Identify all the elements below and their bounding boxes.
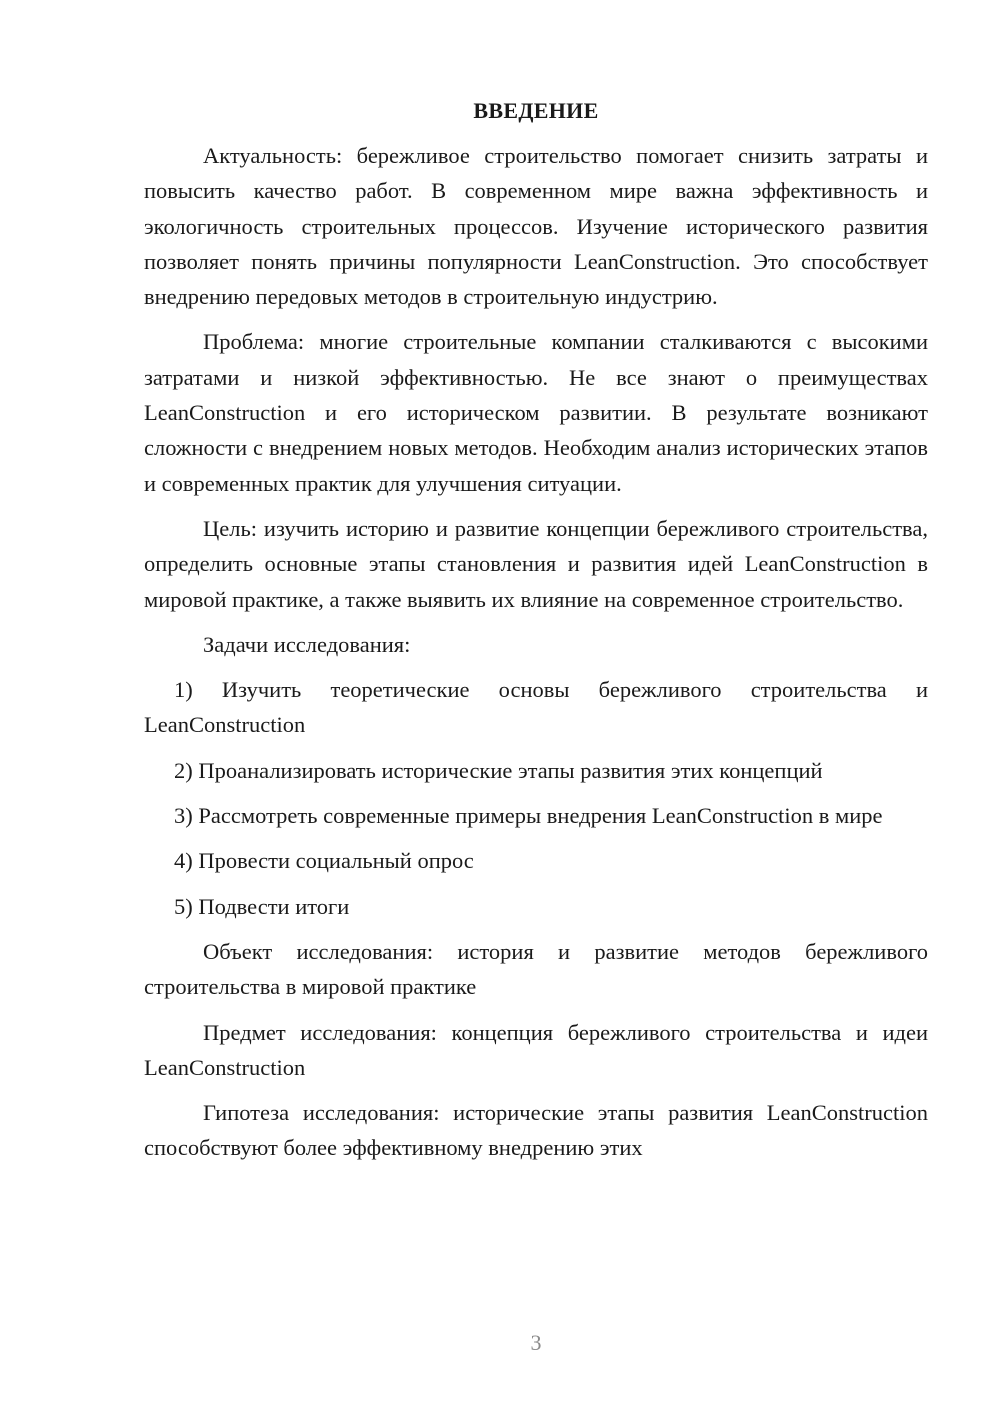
tasks-heading: Задачи исследования: (203, 631, 411, 657)
relevance-paragraph: Актуальность: бережливое строительство помогает снизить затраты и повысить качество работ. В современном мире важна эффективность и экологичность строительных процессов. Изучение исторического развития позволяет понять причины популярности LeanConstruction. Это способствует внедрению передовых методов в строительную индустрию. (144, 143, 928, 310)
task-item: 4) Провести социальный опрос (174, 848, 474, 874)
task-item: 5) Подвести итоги (174, 893, 350, 919)
section-heading: ВВЕДЕНИЕ (473, 98, 599, 123)
document-page (144, 96, 928, 1176)
hypothesis-paragraph: Гипотеза исследования: исторические этапы развития LeanConstruction способствуют более эффективному внедрению этих (144, 1100, 928, 1161)
problem-paragraph: Проблема: многие строительные компании сталкиваются с высокими затратами и низкой эффективностью. Не все знают о преимуществах LeanConstruction и его историческом развитии. В результате возникают сложности с внедрением новых методов. Необходим анализ исторических этапов и современных практик для улучшения ситуации. (144, 329, 928, 496)
task-item: 2) Проанализировать исторические этапы развития этих концепций (174, 757, 823, 783)
task-item: 3) Рассмотреть современные примеры внедрения LeanConstruction в мире (174, 803, 883, 829)
subject-paragraph: Предмет исследования: концепция бережливого строительства и идеи LeanConstruction (144, 1019, 928, 1080)
object-paragraph: Объект исследования: история и развитие методов бережливого строительства в мировой практике (144, 938, 928, 1000)
goal-paragraph: Цель: изучить историю и развитие концепции бережливого строительства, определить основные этапы становления и развития идей LeanConstruction в мировой практике, а также выявить их влияние на современное строительство. (144, 515, 928, 612)
page-number: 3 (530, 1330, 542, 1355)
task-item: 1) Изучить теоретические основы бережливого строительства и LeanConstruction (144, 677, 928, 738)
